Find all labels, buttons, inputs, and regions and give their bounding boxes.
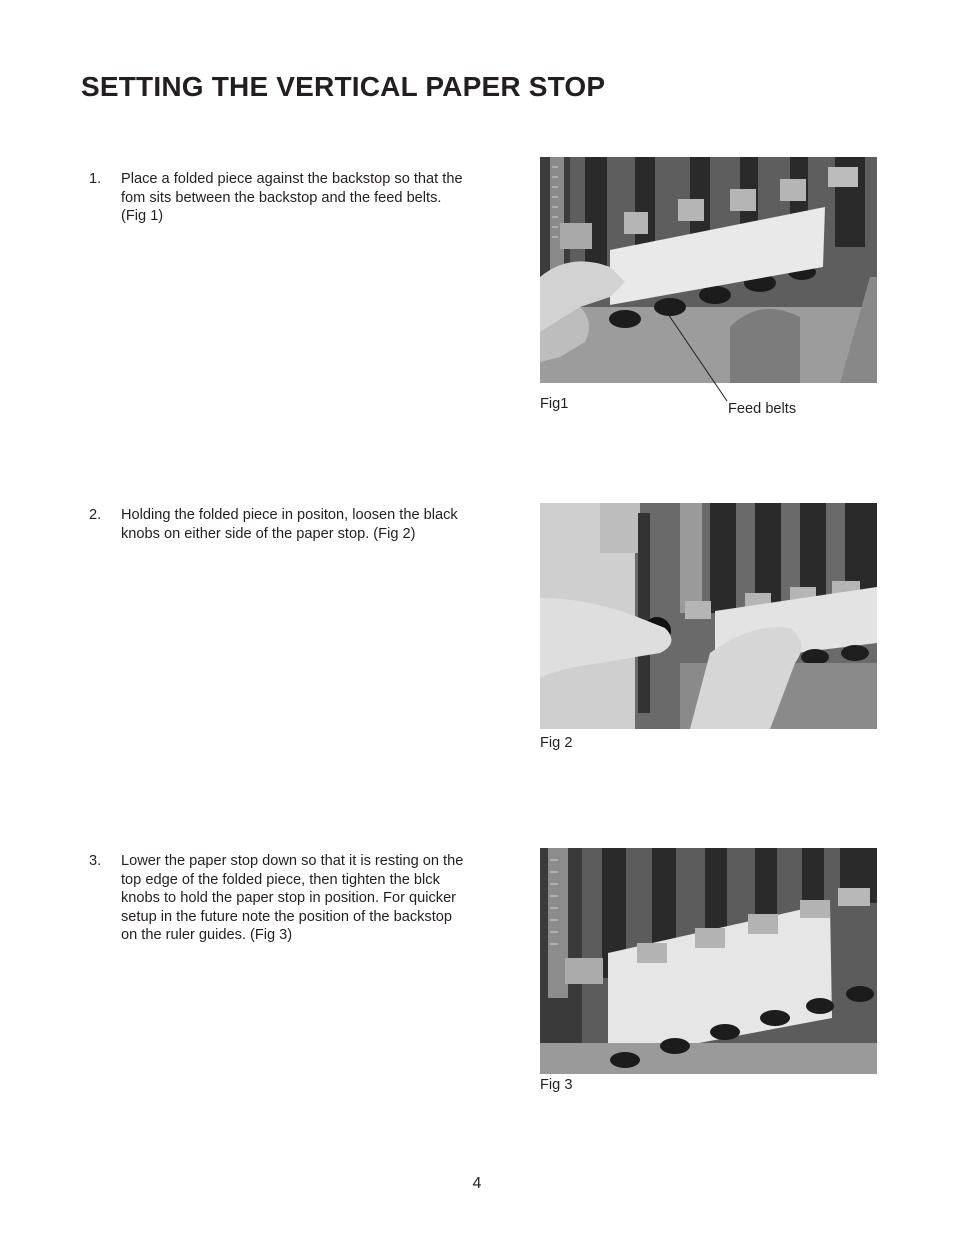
folder-feed-belts-photo bbox=[540, 157, 877, 383]
instruction-step bbox=[89, 852, 469, 945]
figure-caption: Fig 3 bbox=[540, 1077, 573, 1093]
instruction-step bbox=[89, 170, 469, 226]
step-text: Holding the folded piece in positon, loosen the black knobs on either side of the paper stop. (Fig 2) bbox=[121, 507, 458, 542]
page-title: SETTING THE VERTICAL PAPER STOP bbox=[81, 71, 606, 102]
figure-caption: Fig1 bbox=[540, 396, 569, 412]
step-text: Lower the paper stop down so that it is resting on the top edge of the folded piece, then tighten the blck knobs to hold the paper stop in position. For quicker setup in the future note the position of the backstop on the ruler guides. (Fig 3) bbox=[121, 853, 464, 944]
figure-caption: Fig 2 bbox=[540, 735, 573, 751]
step-number: 2. bbox=[89, 507, 102, 523]
page-number: 4 bbox=[472, 1175, 482, 1192]
feed-belts-callout: Feed belts bbox=[728, 401, 797, 417]
instruction-step bbox=[89, 506, 469, 543]
step-number: 3. bbox=[89, 853, 102, 869]
paper-stop-lowered-photo bbox=[540, 848, 877, 1074]
loosening-knobs-photo bbox=[540, 503, 877, 729]
step-text: Place a folded piece against the backstop so that the fom sits between the backstop and the feed belts. (Fig 1) bbox=[121, 171, 463, 225]
step-number: 1. bbox=[89, 171, 102, 187]
